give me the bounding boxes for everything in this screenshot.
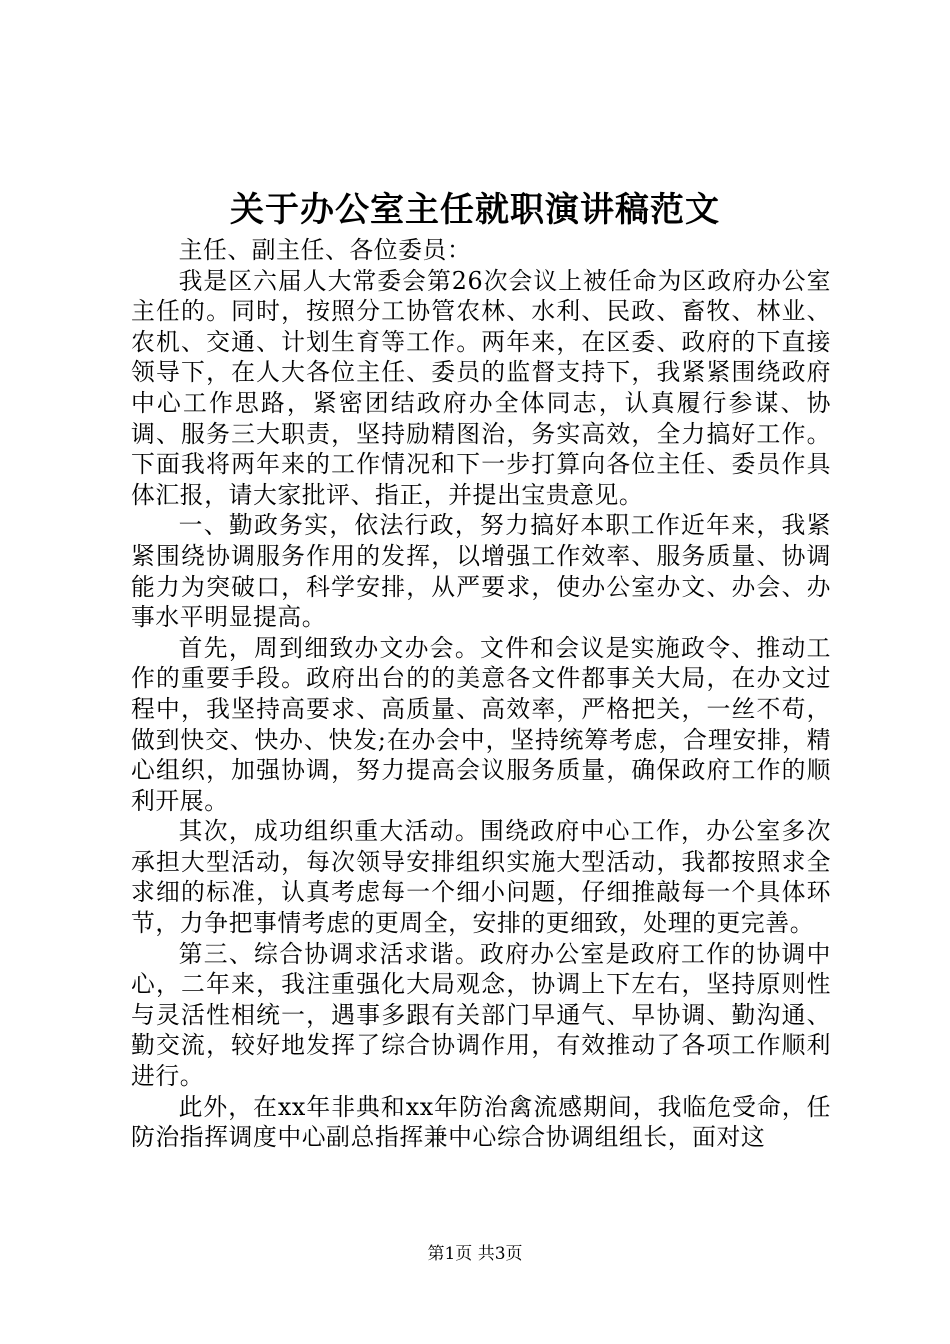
page-footer: 第1页 共3页: [427, 1244, 523, 1264]
body-paragraph: 此外，在xx年非典和xx年防治禽流感期间，我临危受命，任防治指挥调度中心副总指挥兼中心综合协调组组长，面对这: [131, 1092, 831, 1152]
body-paragraph: 一、勤政务实，依法行政，努力搞好本职工作近年来，我紧紧围绕协调服务作用的发挥，以增强工作效率、服务质量、协调能力为突破口，科学安排，从严要求，使办公室办文、办会、办事水平明显提高。: [131, 511, 831, 632]
body-paragraph: 其次，成功组织重大活动。围绕政府中心工作，办公室多次承担大型活动，每次领导安排组织实施大型活动，我都按照求全求细的标准，认真考虑每一个细小问题，仔细推敲每一个具体环节，力争把事情考虑的更周全，安排的更细致，处理的更完善。: [131, 817, 831, 938]
body-paragraph: 第三、综合协调求活求谐。政府办公室是政府工作的协调中心，二年来，我注重强化大局观念，协调上下左右，坚持原则性与灵活性相统一，遇事多跟有关部门早通气、早协调、勤沟通、勤交流，较好地发挥了综合协调作用，有效推动了各项工作顺利进行。: [131, 939, 831, 1091]
document-title: 关于办公室主任就职演讲稿范文: [230, 190, 720, 230]
salutation-paragraph: 主任、副主任、各位委员：: [178, 236, 472, 264]
body-paragraph: 我是区六届人大常委会第26次会议上被任命为区政府办公室主任的。同时，按照分工协管农林、水利、民政、畜牧、林业、农机、交通、计划生育等工作。两年来，在区委、政府的下直接领导下，在人大各位主任、委员的监督支持下，我紧紧围绕政府中心工作思路，紧密团结政府办全体同志，认真履行参谋、协调、服务三大职责，坚持励精图治，务实高效，全力搞好工作。下面我将两年来的工作情况和下一步打算向各位主任、委员作具体汇报，请大家批评、指正，并提出宝贵意见。: [131, 266, 831, 509]
body-paragraph: 首先，周到细致办文办会。文件和会议是实施政令、推动工作的重要手段。政府出台的的美意各文件都事关大局，在办文过程中，我坚持高要求、高质量、高效率，严格把关，一丝不苟，做到快交、快办、快发;在办会中，坚持统筹考虑，合理安排，精心组织，加强协调，努力提高会议服务质量，确保政府工作的顺利开展。: [131, 633, 831, 815]
document-body: [131, 235, 831, 1153]
